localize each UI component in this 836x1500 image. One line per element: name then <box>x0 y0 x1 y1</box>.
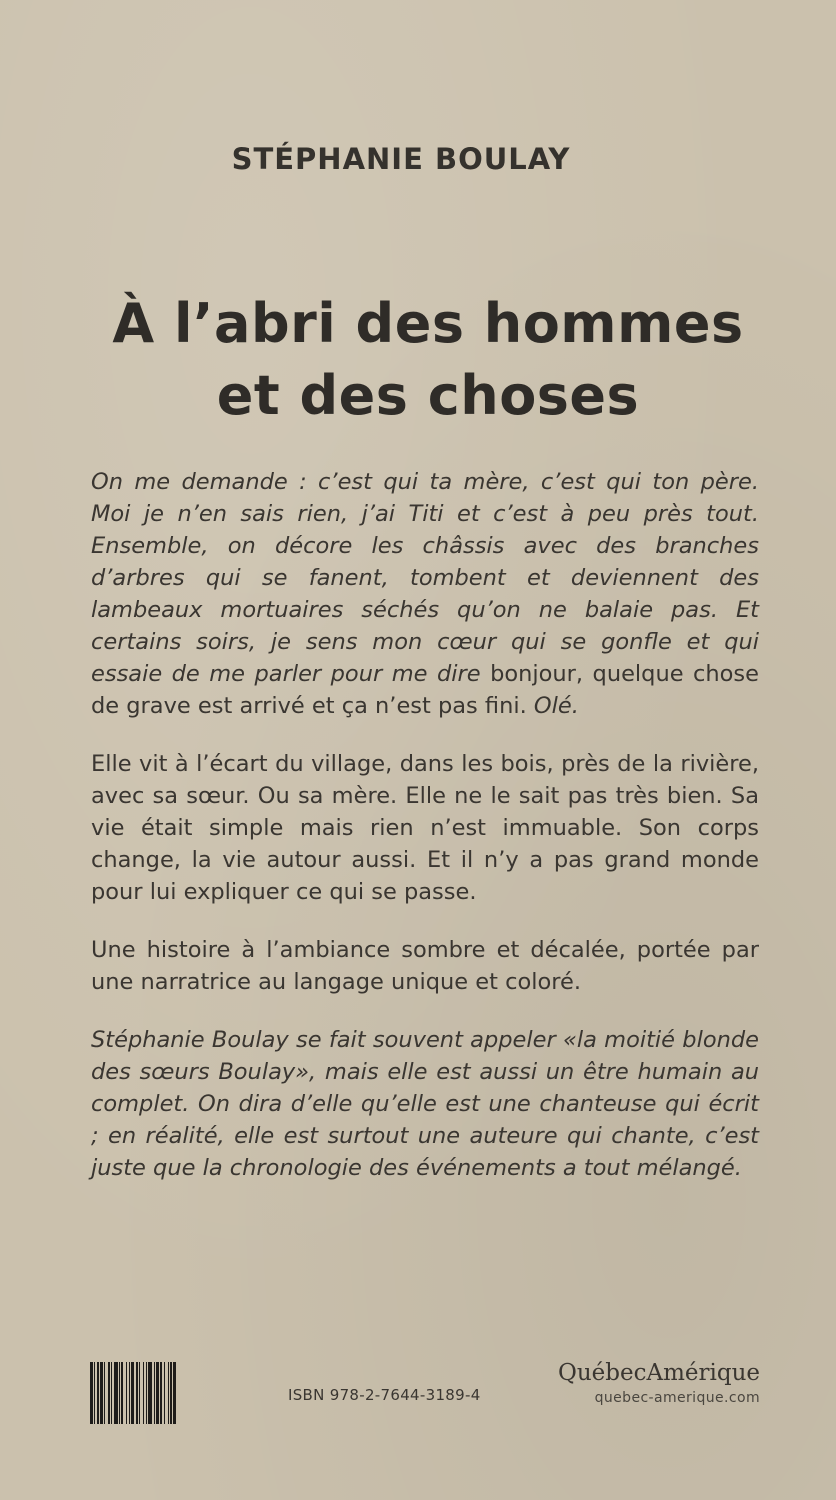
publisher-website: quebec-amerique.com <box>594 1390 760 1406</box>
title-line-1: À l’abri des hommes <box>112 292 744 355</box>
blurb <box>91 466 759 1210</box>
blurb-summary: Elle vit à l’écart du village, dans les bois, près de la rivière, avec sa sœur. Ou sa mère. Elle ne le sait pas très bien. Sa vie était simple mais rien n’est immuable. Son corps change, la vie autour aussi. Et il n’y a pas grand monde pour lui expliquer ce qui se passe. <box>91 751 759 905</box>
blurb-excerpt <box>91 466 759 722</box>
excerpt-ending: Olé. <box>526 693 579 719</box>
title-line-2: et des choses <box>216 364 640 427</box>
author-name: STÉPHANIE BOULAY <box>231 142 571 176</box>
publisher-logo: QuébecAmérique <box>557 1360 760 1386</box>
excerpt-italic-part: On me demande : c’est qui ta mère, c’est qui ton père. Moi je n’en sais rien, j’ai Titi et c’est à peu près tout. Ensemble, on décore les châssis avec des branches d’arbres qui se fanent, tombent et deviennent des lambeaux mortuaires séchés qu’on ne balaie pas. Et certains soirs, je sens mon cœur qui se gonfle et qui essaie de me parler pour me dire <box>91 469 759 687</box>
publisher-block <box>558 1360 760 1406</box>
excerpt-upright-part: bonjour, quelque chose de grave est arrivé et ça n’est pas fini. <box>91 661 760 719</box>
cover-footer <box>90 1360 760 1430</box>
blurb-tagline: Une histoire à l’ambiance sombre et décalée, portée par une narratrice au langage unique et coloré. <box>91 937 759 995</box>
barcode <box>90 1362 270 1424</box>
isbn-number: ISBN 978-2-7644-3189-4 <box>288 1386 481 1404</box>
barcode-bar <box>173 1362 176 1424</box>
author-bio: Stéphanie Boulay se fait souvent appeler «la moitié blonde des sœurs Boulay», mais elle est aussi un être humain au complet. On dira d’elle qu’elle est une chanteuse qui écrit ; en réalité, elle est surtout une auteure qui chante, c’est juste que la chronologie des événements a tout mélangé. <box>91 1027 759 1181</box>
book-title <box>0 288 836 432</box>
